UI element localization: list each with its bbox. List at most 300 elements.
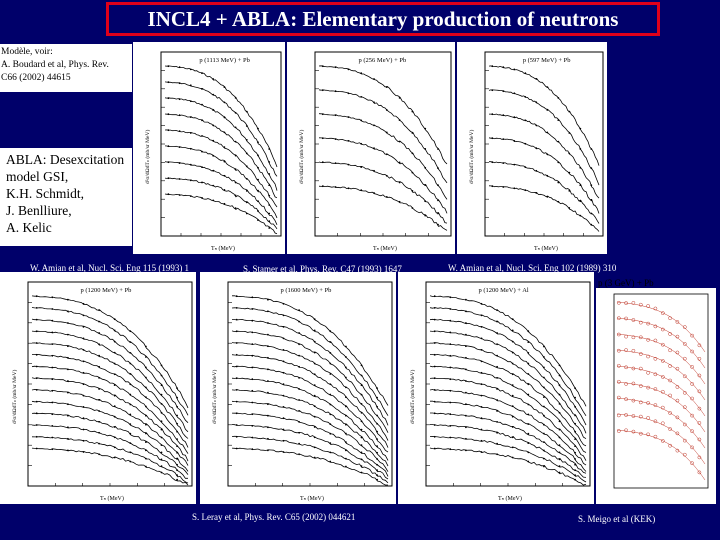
data-marker bbox=[298, 377, 300, 379]
spectrum-curve bbox=[232, 390, 388, 467]
data-marker bbox=[129, 414, 131, 416]
data-marker bbox=[386, 109, 388, 111]
data-marker bbox=[212, 170, 214, 172]
data-marker bbox=[267, 438, 269, 440]
data-marker bbox=[51, 448, 53, 450]
data-marker bbox=[424, 148, 426, 150]
data-marker bbox=[335, 114, 337, 116]
panel-label: p (256 MeV) + Pb bbox=[358, 57, 407, 64]
data-marker bbox=[314, 405, 316, 407]
abla-note-line: model GSI, bbox=[6, 169, 69, 184]
data-marker bbox=[345, 433, 347, 435]
data-marker bbox=[190, 116, 192, 118]
data-marker bbox=[257, 210, 259, 212]
caption-meigo: S. Meigo et al (KEK) bbox=[578, 514, 656, 524]
data-marker bbox=[574, 438, 576, 440]
data-marker bbox=[235, 155, 237, 157]
model-reference-line: C66 (2002) 44615 bbox=[1, 73, 71, 83]
data-marker bbox=[267, 334, 269, 336]
data-marker bbox=[283, 361, 285, 363]
data-marker bbox=[98, 399, 100, 401]
data-marker bbox=[83, 440, 85, 442]
data-marker bbox=[145, 450, 147, 452]
data-marker bbox=[145, 346, 147, 348]
data-marker bbox=[361, 412, 363, 414]
data-marker bbox=[535, 78, 537, 80]
data-marker bbox=[617, 349, 620, 352]
data-marker bbox=[437, 224, 439, 226]
data-marker bbox=[360, 143, 362, 145]
data-marker bbox=[298, 309, 300, 311]
data-marker bbox=[168, 177, 170, 179]
data-marker bbox=[283, 406, 285, 408]
data-marker bbox=[283, 326, 285, 328]
model-curve bbox=[617, 382, 705, 432]
data-marker bbox=[361, 452, 363, 454]
data-marker bbox=[329, 442, 331, 444]
spectrum-plot bbox=[457, 42, 607, 254]
data-marker bbox=[345, 346, 347, 348]
data-marker bbox=[449, 378, 451, 380]
data-marker bbox=[496, 321, 498, 323]
data-marker bbox=[574, 415, 576, 417]
data-marker bbox=[449, 308, 451, 310]
data-marker bbox=[360, 166, 362, 168]
data-marker bbox=[376, 469, 378, 471]
spectrum-curve bbox=[430, 296, 586, 407]
data-marker bbox=[114, 363, 116, 365]
data-marker bbox=[360, 72, 362, 74]
data-marker bbox=[434, 295, 436, 297]
data-marker bbox=[376, 431, 378, 433]
data-marker bbox=[168, 81, 170, 83]
data-marker bbox=[114, 436, 116, 438]
data-marker bbox=[161, 472, 163, 474]
data-marker bbox=[574, 397, 576, 399]
data-marker bbox=[145, 387, 147, 389]
data-marker bbox=[676, 432, 679, 435]
plot-panel-2 bbox=[287, 42, 455, 254]
data-marker bbox=[67, 345, 69, 347]
data-marker bbox=[114, 395, 116, 397]
data-marker bbox=[176, 445, 178, 447]
data-marker bbox=[647, 371, 650, 374]
data-marker bbox=[559, 384, 561, 386]
data-marker bbox=[361, 365, 363, 367]
data-marker bbox=[36, 389, 38, 391]
data-marker bbox=[625, 382, 628, 385]
data-marker bbox=[513, 69, 515, 71]
data-marker bbox=[246, 213, 248, 215]
data-marker bbox=[201, 197, 203, 199]
data-marker bbox=[129, 383, 131, 385]
data-marker bbox=[546, 109, 548, 111]
data-marker bbox=[543, 458, 545, 460]
data-marker bbox=[224, 117, 226, 119]
data-marker bbox=[51, 413, 53, 415]
data-marker bbox=[251, 355, 253, 357]
data-marker bbox=[236, 436, 238, 438]
data-marker bbox=[348, 140, 350, 142]
spectrum-curve bbox=[165, 82, 277, 176]
spectrum-curve bbox=[430, 331, 586, 433]
data-marker bbox=[590, 148, 592, 150]
y-axis-label: d²σ/dΩdTₙ (mb/sr MeV) bbox=[469, 129, 475, 184]
data-marker bbox=[373, 101, 375, 103]
data-marker bbox=[251, 402, 253, 404]
data-marker bbox=[449, 332, 451, 334]
data-marker bbox=[114, 318, 116, 320]
data-marker bbox=[235, 141, 237, 143]
data-marker bbox=[129, 330, 131, 332]
data-marker bbox=[145, 367, 147, 369]
data-marker bbox=[67, 392, 69, 394]
data-marker bbox=[345, 424, 347, 426]
data-marker bbox=[235, 195, 237, 197]
data-marker bbox=[496, 421, 498, 423]
data-marker bbox=[298, 399, 300, 401]
data-marker bbox=[345, 458, 347, 460]
data-marker bbox=[361, 394, 363, 396]
panel-label: p (597 MeV) + Pb bbox=[522, 57, 571, 64]
data-marker bbox=[51, 343, 53, 345]
data-marker bbox=[98, 321, 100, 323]
data-marker bbox=[434, 307, 436, 309]
data-marker bbox=[557, 119, 559, 121]
data-marker bbox=[98, 309, 100, 311]
data-marker bbox=[449, 402, 451, 404]
data-marker bbox=[481, 349, 483, 351]
data-marker bbox=[574, 445, 576, 447]
data-marker bbox=[559, 412, 561, 414]
data-marker bbox=[36, 330, 38, 332]
data-marker bbox=[236, 377, 238, 379]
data-marker bbox=[465, 322, 467, 324]
data-marker bbox=[129, 404, 131, 406]
data-marker bbox=[98, 377, 100, 379]
data-marker bbox=[322, 137, 324, 139]
data-marker bbox=[481, 417, 483, 419]
data-marker bbox=[345, 367, 347, 369]
spectrum-curve bbox=[430, 319, 586, 425]
plot-frame bbox=[28, 282, 192, 486]
data-marker bbox=[386, 153, 388, 155]
data-marker bbox=[329, 423, 331, 425]
data-marker bbox=[412, 172, 414, 174]
data-marker bbox=[661, 422, 664, 425]
data-marker bbox=[67, 334, 69, 336]
x-axis-label: Tₙ (MeV) bbox=[211, 246, 235, 252]
data-marker bbox=[246, 139, 248, 141]
data-marker bbox=[36, 424, 38, 426]
data-marker bbox=[527, 330, 529, 332]
data-marker bbox=[179, 146, 181, 148]
data-marker bbox=[235, 127, 237, 129]
data-marker bbox=[559, 420, 561, 422]
data-marker bbox=[449, 437, 451, 439]
data-marker bbox=[329, 414, 331, 416]
data-marker bbox=[639, 303, 642, 306]
data-marker bbox=[399, 201, 401, 203]
y-axis-label: d²σ/dΩdTₙ (mb/sr MeV) bbox=[12, 369, 18, 424]
spectrum-curve bbox=[165, 114, 277, 198]
data-marker bbox=[617, 364, 620, 367]
data-marker bbox=[513, 187, 515, 189]
data-marker bbox=[361, 437, 363, 439]
data-marker bbox=[298, 410, 300, 412]
data-marker bbox=[386, 196, 388, 198]
data-marker bbox=[176, 469, 178, 471]
data-marker bbox=[161, 403, 163, 405]
data-marker bbox=[267, 299, 269, 301]
data-marker bbox=[373, 147, 375, 149]
data-marker bbox=[168, 145, 170, 147]
data-marker bbox=[579, 167, 581, 169]
data-marker bbox=[268, 213, 270, 215]
data-marker bbox=[176, 415, 178, 417]
data-marker bbox=[235, 168, 237, 170]
data-marker bbox=[546, 86, 548, 88]
data-marker bbox=[314, 395, 316, 397]
data-marker bbox=[373, 78, 375, 80]
data-marker bbox=[437, 167, 439, 169]
data-marker bbox=[590, 213, 592, 215]
data-marker bbox=[246, 202, 248, 204]
data-marker bbox=[481, 372, 483, 374]
data-marker bbox=[257, 155, 259, 157]
spectrum-plot bbox=[398, 272, 594, 504]
data-marker bbox=[557, 141, 559, 143]
data-marker bbox=[434, 342, 436, 344]
caption-amian-1993: W. Amian et al, Nucl. Sci. Eng 115 (1993) 1 bbox=[30, 263, 190, 273]
data-marker bbox=[543, 396, 545, 398]
data-marker bbox=[617, 301, 620, 304]
data-marker bbox=[579, 128, 581, 130]
data-marker bbox=[36, 307, 38, 309]
data-marker bbox=[434, 319, 436, 321]
data-marker bbox=[298, 443, 300, 445]
data-marker bbox=[283, 383, 285, 385]
data-marker bbox=[512, 373, 514, 375]
plot-panel-7 bbox=[596, 288, 716, 504]
data-marker bbox=[51, 308, 53, 310]
data-marker bbox=[36, 412, 38, 414]
data-marker bbox=[502, 66, 504, 68]
data-marker bbox=[298, 332, 300, 334]
data-marker bbox=[224, 161, 226, 163]
spectrum-plot bbox=[133, 42, 285, 254]
data-marker bbox=[267, 415, 269, 417]
data-marker bbox=[543, 415, 545, 417]
data-marker bbox=[236, 342, 238, 344]
data-marker bbox=[176, 397, 178, 399]
spectrum-curve bbox=[232, 355, 388, 448]
data-marker bbox=[201, 104, 203, 106]
data-marker bbox=[67, 357, 69, 359]
data-marker bbox=[329, 404, 331, 406]
data-marker bbox=[491, 161, 493, 163]
data-marker bbox=[212, 94, 214, 96]
data-marker bbox=[345, 406, 347, 408]
spectrum-curve bbox=[319, 114, 447, 200]
data-marker bbox=[437, 184, 439, 186]
y-axis-label: d²σ/dΩdTₙ (mb/sr MeV) bbox=[410, 369, 416, 424]
data-marker bbox=[176, 406, 178, 408]
data-marker bbox=[83, 338, 85, 340]
model-curve bbox=[617, 350, 705, 400]
spectrum-curve bbox=[489, 138, 599, 214]
data-marker bbox=[524, 120, 526, 122]
data-marker bbox=[543, 406, 545, 408]
spectrum-curve bbox=[232, 425, 388, 480]
data-marker bbox=[322, 161, 324, 163]
data-marker bbox=[574, 431, 576, 433]
data-marker bbox=[574, 464, 576, 466]
data-marker bbox=[212, 185, 214, 187]
data-marker bbox=[314, 457, 316, 459]
data-marker bbox=[512, 405, 514, 407]
data-marker bbox=[246, 125, 248, 127]
data-marker bbox=[236, 448, 238, 450]
data-marker bbox=[168, 113, 170, 115]
data-marker bbox=[434, 436, 436, 438]
data-marker bbox=[267, 380, 269, 382]
data-marker bbox=[496, 332, 498, 334]
data-marker bbox=[376, 464, 378, 466]
data-marker bbox=[201, 166, 203, 168]
data-marker bbox=[361, 420, 363, 422]
data-marker bbox=[481, 326, 483, 328]
data-marker bbox=[437, 213, 439, 215]
data-marker bbox=[67, 322, 69, 324]
data-marker bbox=[543, 377, 545, 379]
spectrum-curve bbox=[165, 162, 277, 225]
data-marker bbox=[361, 465, 363, 467]
data-marker bbox=[360, 189, 362, 191]
data-marker bbox=[481, 395, 483, 397]
data-marker bbox=[129, 373, 131, 375]
data-marker bbox=[465, 357, 467, 359]
data-marker bbox=[67, 369, 69, 371]
data-marker bbox=[654, 325, 657, 328]
data-marker bbox=[524, 143, 526, 145]
data-marker bbox=[224, 102, 226, 104]
model-curve bbox=[617, 430, 705, 480]
data-marker bbox=[161, 429, 163, 431]
data-marker bbox=[114, 341, 116, 343]
data-marker bbox=[161, 412, 163, 414]
data-marker bbox=[129, 363, 131, 365]
plot-panel-6 bbox=[398, 272, 594, 504]
data-marker bbox=[617, 380, 620, 383]
data-marker bbox=[267, 369, 269, 371]
data-marker bbox=[224, 203, 226, 205]
data-marker bbox=[251, 308, 253, 310]
data-marker bbox=[179, 82, 181, 84]
data-marker bbox=[465, 345, 467, 347]
data-marker bbox=[145, 424, 147, 426]
data-marker bbox=[502, 162, 504, 164]
data-marker bbox=[298, 421, 300, 423]
data-marker bbox=[559, 472, 561, 474]
spectrum-curve bbox=[430, 401, 586, 471]
data-marker bbox=[513, 140, 515, 142]
data-marker bbox=[512, 416, 514, 418]
data-marker bbox=[449, 367, 451, 369]
abla-note-line: J. Benlliure, bbox=[6, 203, 72, 218]
data-marker bbox=[559, 365, 561, 367]
data-marker bbox=[267, 426, 269, 428]
data-marker bbox=[283, 349, 285, 351]
data-marker bbox=[568, 207, 570, 209]
data-marker bbox=[513, 92, 515, 94]
data-marker bbox=[543, 367, 545, 369]
data-marker bbox=[67, 403, 69, 405]
data-marker bbox=[298, 321, 300, 323]
data-marker bbox=[512, 426, 514, 428]
data-marker bbox=[51, 367, 53, 369]
data-marker bbox=[465, 403, 467, 405]
data-marker bbox=[257, 190, 259, 192]
data-marker bbox=[114, 416, 116, 418]
data-marker bbox=[298, 366, 300, 368]
data-marker bbox=[145, 441, 147, 443]
data-marker bbox=[129, 394, 131, 396]
spectrum-curve bbox=[165, 146, 277, 218]
data-marker bbox=[361, 472, 363, 474]
data-marker bbox=[114, 447, 116, 449]
data-marker bbox=[683, 423, 686, 426]
data-marker bbox=[625, 317, 628, 320]
x-axis-label: Tₙ (MeV) bbox=[498, 496, 522, 502]
data-marker bbox=[268, 220, 270, 222]
data-marker bbox=[625, 335, 628, 338]
data-marker bbox=[424, 167, 426, 169]
data-marker bbox=[98, 453, 100, 455]
data-marker bbox=[145, 433, 147, 435]
data-marker bbox=[574, 469, 576, 471]
data-marker bbox=[399, 182, 401, 184]
spectrum-plot bbox=[0, 272, 196, 504]
plot-frame bbox=[315, 52, 451, 236]
data-marker bbox=[437, 200, 439, 202]
data-marker bbox=[412, 190, 414, 192]
data-marker bbox=[176, 474, 178, 476]
plot-frame bbox=[485, 52, 603, 236]
data-marker bbox=[161, 465, 163, 467]
data-marker bbox=[512, 330, 514, 332]
abla-note-line: A. Kelic bbox=[6, 220, 52, 235]
data-marker bbox=[496, 343, 498, 345]
data-marker bbox=[224, 146, 226, 148]
data-marker bbox=[83, 383, 85, 385]
data-marker bbox=[36, 342, 38, 344]
data-marker bbox=[691, 382, 694, 385]
data-marker bbox=[399, 141, 401, 143]
data-marker bbox=[145, 466, 147, 468]
data-marker bbox=[179, 162, 181, 164]
data-marker bbox=[283, 338, 285, 340]
data-marker bbox=[568, 172, 570, 174]
x-axis-label: Tₙ (MeV) bbox=[100, 496, 124, 502]
data-marker bbox=[129, 341, 131, 343]
data-marker bbox=[236, 389, 238, 391]
data-marker bbox=[496, 432, 498, 434]
data-marker bbox=[481, 383, 483, 385]
spectrum-curve bbox=[489, 162, 599, 224]
data-marker bbox=[283, 315, 285, 317]
data-marker bbox=[329, 461, 331, 463]
